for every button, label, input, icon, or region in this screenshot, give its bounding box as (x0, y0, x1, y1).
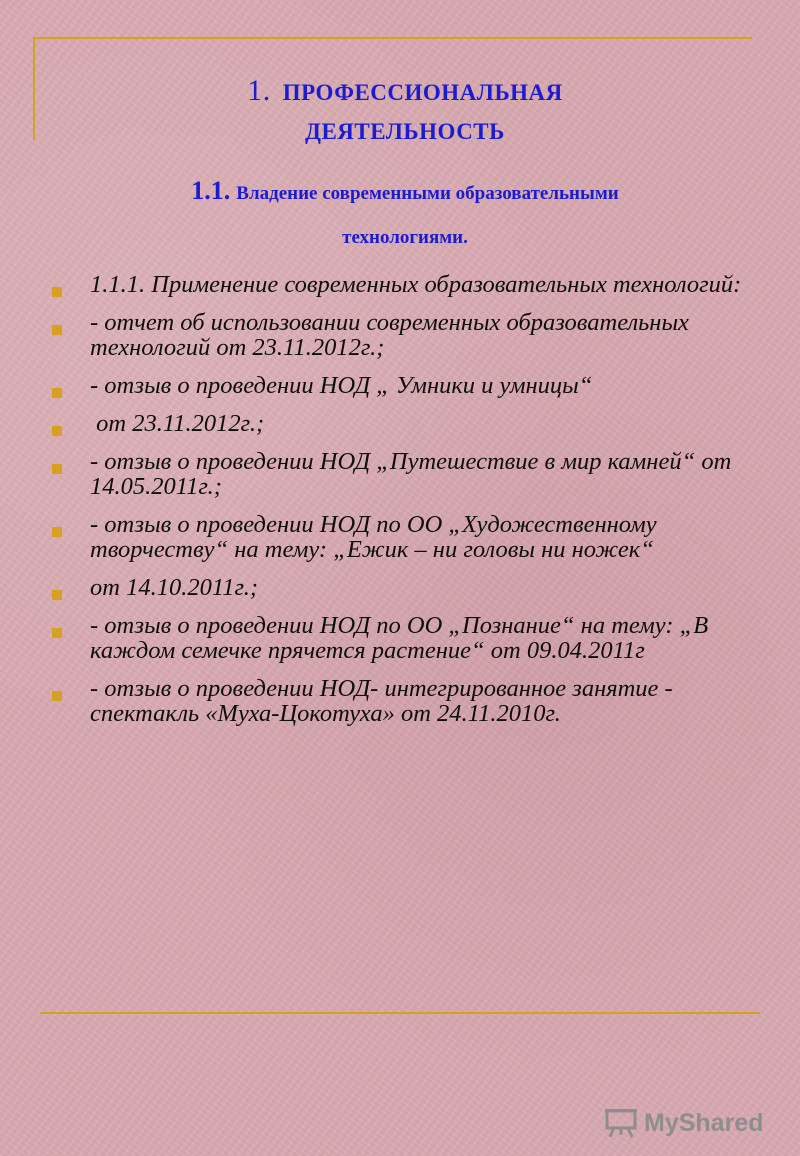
frame-left-rule (33, 37, 35, 140)
list-item (48, 411, 748, 436)
frame-bottom-rule (40, 1012, 760, 1014)
myshared-watermark (604, 1108, 763, 1138)
subtitle-text-line-2: технологиями. (342, 227, 468, 248)
list-item-text: 1.1.1. Применение современных образовательных технологий: (90, 271, 742, 298)
list-item (48, 676, 748, 726)
list-item-text: от 23.11.2012г.; (90, 410, 265, 437)
bullet-square-icon (52, 325, 62, 335)
bullet-square-icon (52, 464, 62, 474)
frame-top-rule (33, 37, 752, 39)
title-line-1 (50, 72, 760, 112)
list-item-text: от 14.10.2011г.; (90, 574, 259, 601)
bullet-square-icon (52, 287, 62, 297)
title-line-2 (50, 112, 760, 151)
list-item (48, 449, 748, 499)
list-item (48, 310, 748, 360)
title-text-line-2: ДЕЯТЕЛЬНОСТЬ (305, 119, 505, 144)
title-number: 1. (247, 74, 271, 107)
subtitle-text-line-1: Владение современными образовательными (236, 183, 619, 204)
title-text-line-1: ПРОФЕССИОНАЛЬНАЯ (282, 80, 563, 105)
title-block (50, 72, 760, 260)
bullet-square-icon (52, 628, 62, 638)
list-item-text: - отзыв о проведении НОД „Путешествие в мир камней“ от 14.05.2011г.; (90, 448, 732, 500)
watermark-text: MyShared (644, 1108, 764, 1137)
list-item-text: - отзыв о проведении НОД „ Умники и умницы“ (90, 372, 593, 399)
bullet-square-icon (52, 388, 62, 398)
list-item (48, 613, 748, 663)
list-item (48, 512, 748, 562)
bullet-square-icon (52, 426, 62, 436)
list-item (48, 575, 748, 600)
subtitle-line-1 (50, 169, 760, 216)
list-item-text: - отзыв о проведении НОД по ОО „Художественному творчеству“ на тему: „Ежик – ни головы ни ножек“ (90, 511, 657, 563)
bullet-list (48, 272, 748, 739)
bullet-square-icon (52, 691, 62, 701)
list-item-text: - отчет об использовании современных образовательных технологий от 23.11.2012г.; (90, 309, 689, 361)
bullet-square-icon (52, 527, 62, 537)
list-item (48, 373, 748, 398)
subtitle (50, 169, 760, 260)
list-item-text: - отзыв о проведении НОД- интегрированное занятие - спектакль «Муха-Цокотуха» от 24.11.2010г. (90, 675, 673, 727)
bullet-square-icon (52, 590, 62, 600)
list-item-text: - отзыв о проведении НОД по ОО „Познание“ на тему: „В каждом семечке прячется растение“ от 09.04.2011г (90, 612, 709, 664)
presentation-board-icon (604, 1108, 638, 1138)
subtitle-number: 1.1. (191, 176, 231, 205)
list-item (48, 272, 748, 297)
